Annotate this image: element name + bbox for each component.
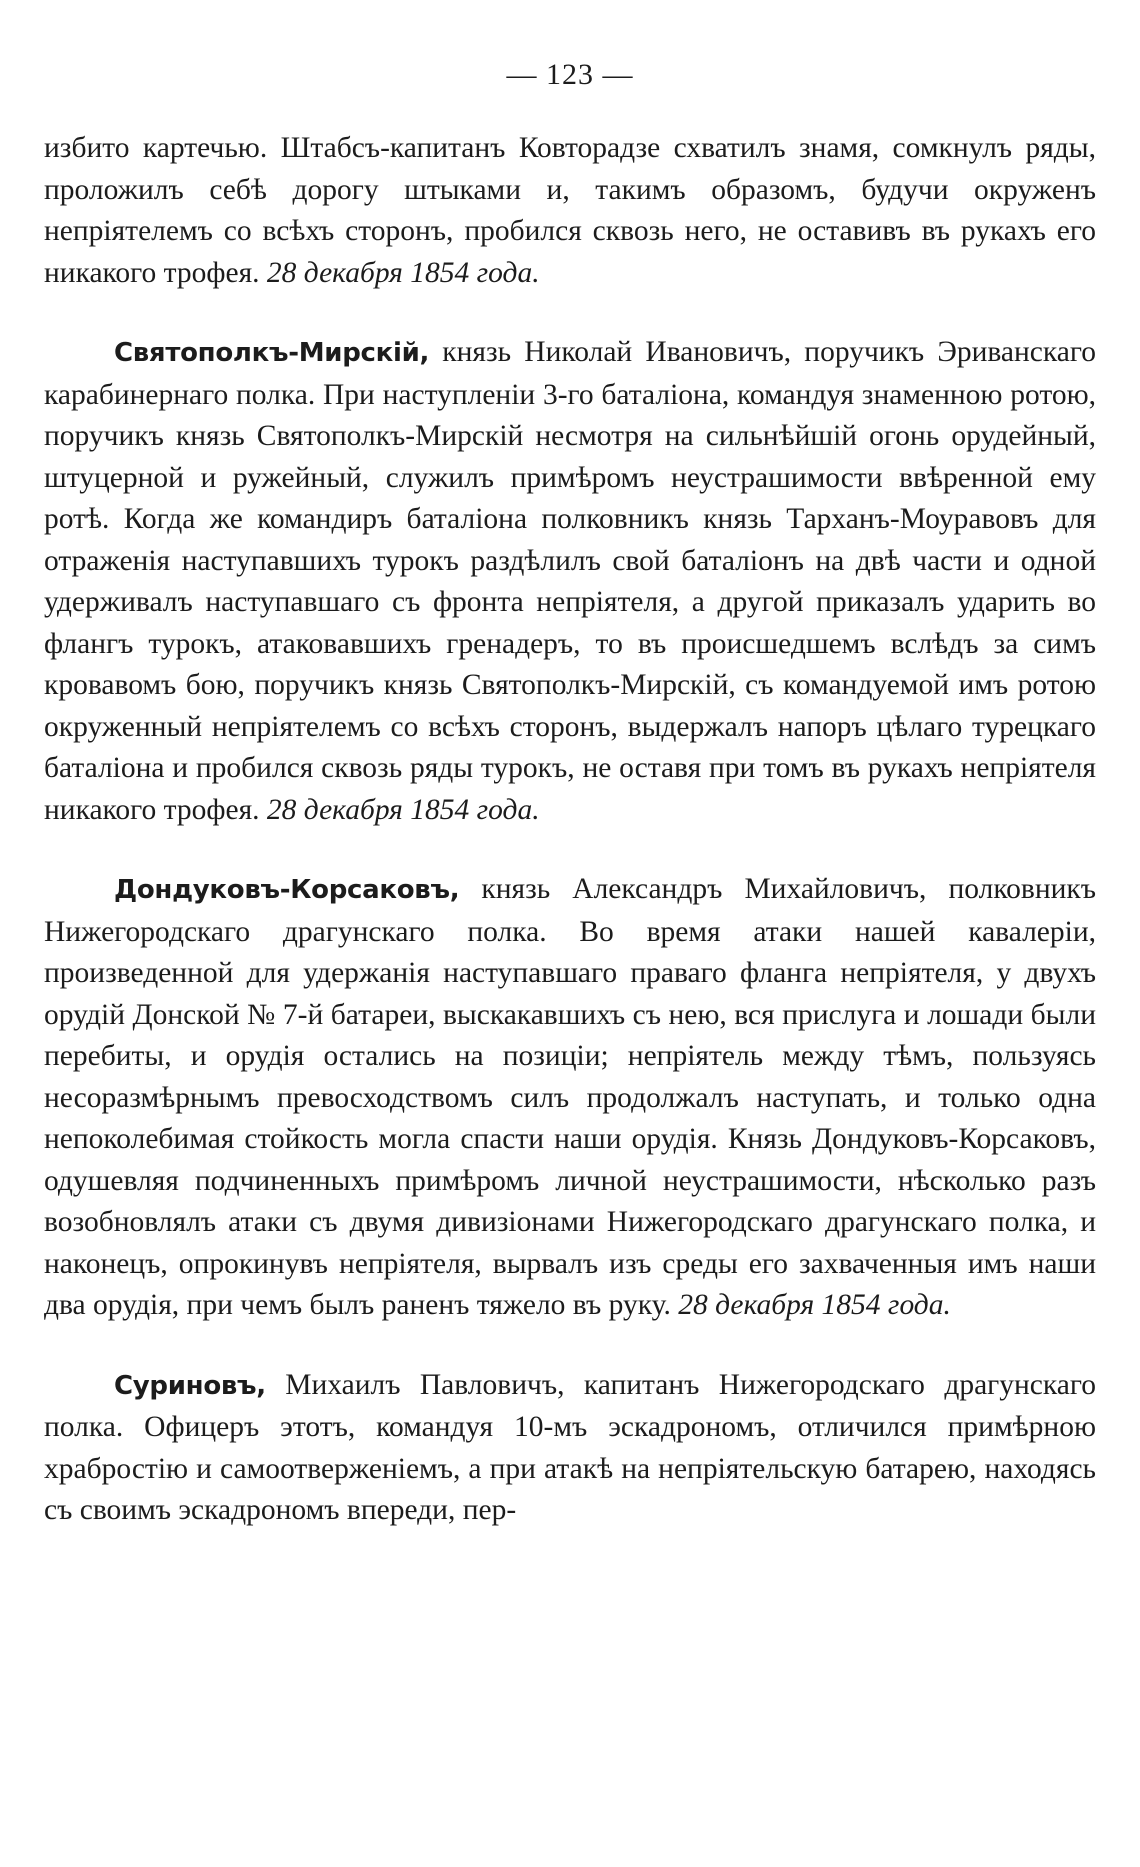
entry-svyatopolk-mirsky [44, 332, 1096, 831]
entry-date: 28 декабря 1854 года. [678, 1289, 951, 1321]
page-body [44, 128, 1096, 1532]
paragraph-date: 28 декабря 1854 года. [266, 256, 540, 289]
entry-name: Дондуковъ-Корсаковъ, [114, 875, 460, 905]
entry-name: Суриновъ, [114, 1370, 266, 1401]
entry-text: Михаилъ Павловичъ, капитанъ Нижегородскаго драгунскаго полка. Офицеръ этотъ, командуя 10-мъ эскадрономъ, отличился примѣрною храбростію и самоотверженіемъ, а при атакѣ на непріятельскую батарею, находясь съ своимъ эскадрономъ впереди, пер- [44, 1368, 1096, 1526]
paragraph-text: избито картечью. Штабсъ-капитанъ Ковторадзе схватилъ знамя, сомкнулъ ряды, проложилъ себѣ дорогу штыками и, такимъ образомъ, будучи окруженъ непріятелемъ со всѣхъ сторонъ, пробился сквозь него, не оставивъ въ рукахъ его никакого трофея. [44, 132, 1096, 289]
entry-name: Святополкъ-Мирскій, [114, 338, 430, 368]
entry-surinov [44, 1365, 1096, 1532]
entry-text: князь Александръ Михайловичъ, полковникъ Нижегородскаго драгунскаго полка. Во время атаки нашей кавалеріи, произведенной для удержанія наступавшаго праваго фланга непріятеля, у двухъ орудій Донской № 7-й батареи, выскакавшихъ съ нею, вся прислуга и лошади были перебиты, и орудія остались на позиціи; непріятель между тѣмъ, пользуясь несоразмѣрнымъ превосходствомъ силъ продолжалъ наступать, и только одна непоколебимая стойкость могла спасти наши орудія. Князь Дондуковъ-Корсаковъ, одушевляя подчиненныхъ примѣромъ личной неустрашимости, нѣсколько разъ возобновлялъ атаки съ двумя дивизіонами Нижегородскаго драгунскаго полка, и наконецъ, опрокинувъ непріятеля, вырвалъ изъ среды его захваченныя имъ наши два орудія, при чемъ былъ раненъ тяжело въ руку. [44, 873, 1096, 1321]
page-number: — 123 — [506, 58, 634, 91]
paragraph-continuation [44, 128, 1096, 294]
entry-text: князь Николай Ивановичъ, поручикъ Эриванскаго карабинернаго полка. При наступленіи 3-го баталіона, командуя знаменною ротою, поручикъ князь Святополкъ-Мирскій несмотря на сильнѣйшій огонь орудейный, штуцерной и ружейный, служилъ примѣромъ неустрашимости ввѣренной ему ротѣ. Когда же командиръ баталіона полковникъ князь Тарханъ-Моуравовъ для отраженія наступавшихъ турокъ раздѣлилъ свой баталіонъ на двѣ части и одной удерживалъ наступавшаго съ фронта непріятеля, а другой приказалъ ударить во флангъ турокъ, атаковавшихъ гренадеръ, то въ происшедшемъ вслѣдъ за симъ кровавомъ бою, поручикъ князь Святополкъ-Мирскій, съ командуемой имъ ротою окруженный непріятелемъ со всѣхъ сторонъ, выдержалъ напоръ цѣлаго турецкаго баталіона и пробился сквозь ряды турокъ, не оставя при томъ въ рукахъ непріятеля никакого трофея. [44, 336, 1096, 826]
entry-date: 28 декабря 1854 года. [266, 793, 540, 826]
entry-dondukov-korsakov [44, 869, 1096, 1327]
